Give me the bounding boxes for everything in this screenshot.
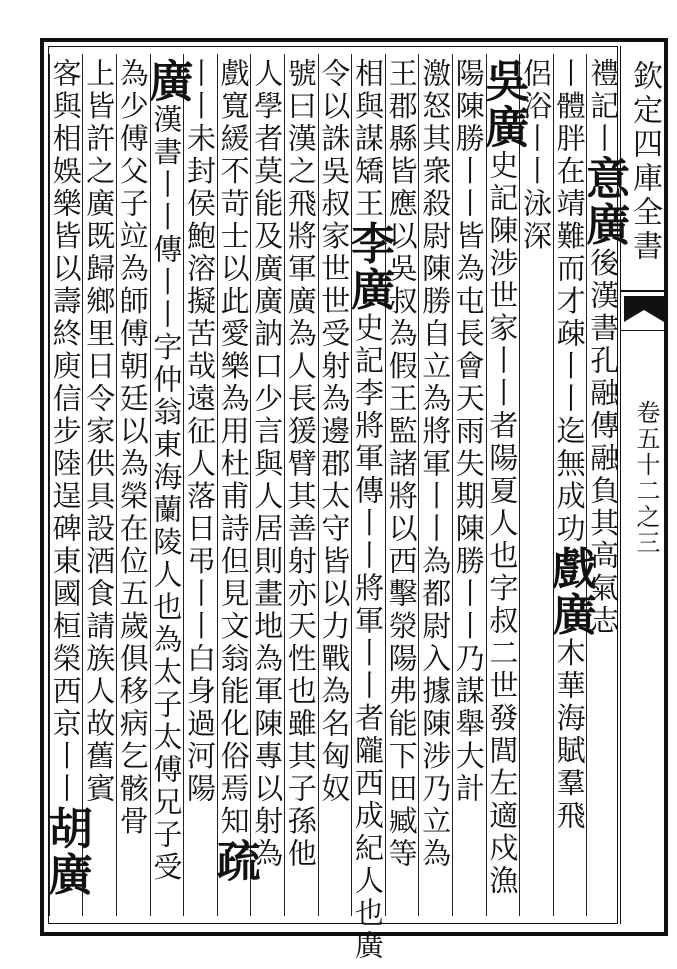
text-segment: 史記李將軍傳丨丨將軍丨丨者隴西成紀人也廣 <box>351 312 385 963</box>
book-title: 欽定四庫全書 <box>627 60 662 264</box>
text-segment: 戲寬緩不苛士以此愛樂為用杜甫詩但見文翁能化俗焉知 <box>216 58 251 838</box>
fishtail-mark-icon <box>620 296 668 324</box>
text-segment: 禮記 <box>586 58 621 123</box>
fishtail-rule-lower <box>620 330 668 331</box>
text-segment: 王郡縣皆應以吳叔為假王監諸將以西擊滎陽弗能下田臧等 <box>384 58 419 871</box>
entry-headword: 胡廣 <box>40 805 92 898</box>
text-segment: 侶浴丨丨泳深 <box>519 58 553 253</box>
text-column <box>40 58 92 914</box>
entry-headword: 廣 <box>141 58 193 104</box>
text-segment: 丨 <box>586 123 621 156</box>
entry-headword: 疏 <box>208 838 260 884</box>
text-segment: 令以誅吳叔 <box>317 58 352 221</box>
entry-headword: 意廣 <box>578 155 630 248</box>
text-segment: 激怒其衆殺尉陳勝自立為將軍丨丨為都尉入據陳涉乃立為 <box>418 58 453 871</box>
text-segment: 木華海賦羣飛 <box>552 637 587 833</box>
text-segment: 丨體胖 <box>552 58 587 156</box>
text-segment: 後漢書孔融傳融負其高氣志 <box>586 247 621 638</box>
entry-headword: 李廣 <box>343 220 394 313</box>
text-segment: 人學者莫能及廣廣訥口少言與人居則畫地為軍陳專以射為 <box>250 58 285 871</box>
text-segment: 在靖難而才疎丨丨迄無成功 <box>552 155 587 546</box>
text-segment: 號曰漢之飛將軍廣為人長猨臂其善射亦天性也雖其子孫他 <box>283 58 318 871</box>
text-segment: 家世世受射為邊郡太守皆以力戰為名匈奴 <box>317 220 352 806</box>
text-segment: 丨丨未封侯鮑溶擬苦哉遠征人落日弔丨丨白身過河陽 <box>183 58 217 806</box>
text-segment: 漢書丨丨傳丨丨字仲翁東海蘭陵人也為太子太傅兄子受 <box>149 104 184 884</box>
text-segment: 上皆許之廣既歸鄉里日令家供具設酒食請族人故舊賓 <box>82 58 117 806</box>
volume-label: 卷五十二之三 <box>632 400 660 556</box>
text-segment: 為少傅父子竝為師傅朝廷以為榮在位五歲俱移病乞骸骨 <box>115 58 150 838</box>
text-segment: 陽陳勝丨丨皆為屯長會天雨失期陳勝丨丨乃謀舉大計 <box>451 58 486 806</box>
text-segment: 相與謀矯王 <box>351 58 385 221</box>
entry-headword: 吳廣 <box>477 58 529 150</box>
text-segment: 史記陳涉世家丨丨者陽夏人也字叔二世發閭左適戍漁 <box>485 150 520 898</box>
text-segment: 客與相娛樂皆以壽終庾信步陸逞碑東國桓榮西京丨丨 <box>48 58 83 806</box>
fishtail-rule <box>620 290 668 292</box>
entry-headword: 戲廣 <box>544 545 596 638</box>
